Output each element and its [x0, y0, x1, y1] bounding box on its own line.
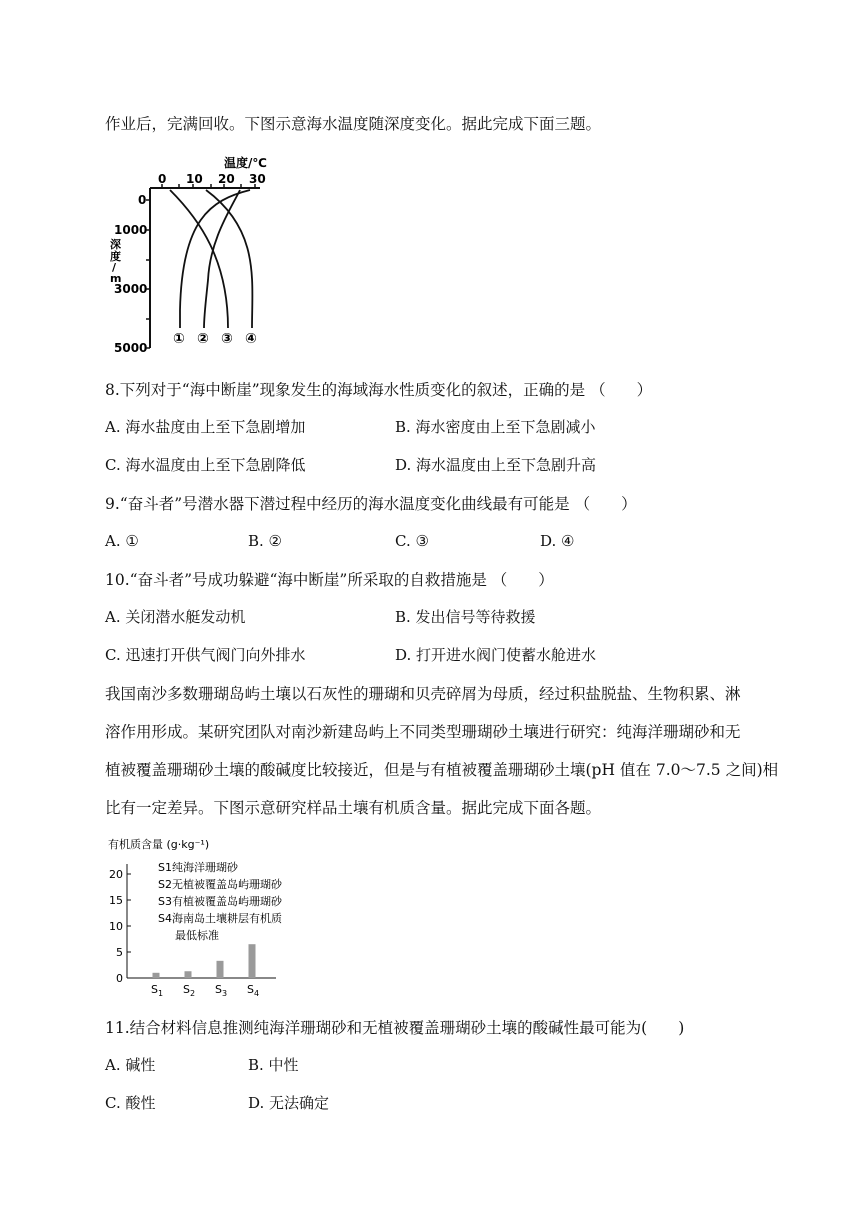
- temp-tick: 10: [186, 172, 203, 186]
- y-tick-label: 20: [109, 868, 123, 881]
- q11-option-a[interactable]: A. 碱性: [105, 1056, 156, 1074]
- passage-line: 植被覆盖珊瑚砂土壤的酸碱度比较接近，但是与有植被覆盖珊瑚砂土壤(pH 值在 7.0～7.5 之间)相: [105, 761, 779, 779]
- y-tick-label: 10: [109, 920, 123, 933]
- q9-option-b[interactable]: B. ②: [248, 532, 283, 550]
- bar-s3: [217, 961, 224, 978]
- q11-option-b[interactable]: B. 中性: [248, 1056, 299, 1074]
- x-tick-label: $S_1$: [151, 983, 164, 997]
- q10-option-d[interactable]: D. 打开进水阀门使蓄水舱进水: [395, 646, 597, 664]
- legend-entry: S3有植被覆盖岛屿珊瑚砂: [158, 895, 282, 908]
- passage-line: 溶作用形成。某研究团队对南沙新建岛屿上不同类型珊瑚砂土壤进行研究：纯海洋珊瑚砂和无: [105, 723, 741, 741]
- bar-s4: [249, 944, 256, 978]
- q9-option-d[interactable]: D. ④: [540, 532, 575, 550]
- y-tick-label: 15: [109, 894, 123, 907]
- curve-label: ④: [245, 331, 257, 347]
- curve-label: ①: [173, 331, 185, 347]
- curve-3: [170, 190, 228, 328]
- q10-option-b[interactable]: B. 发出信号等待救援: [395, 608, 536, 626]
- question-10-stem: 10.“奋斗者”号成功躲避“海中断崖”所采取的自救措施是 （ ）: [105, 571, 554, 589]
- depth-tick: 0: [138, 193, 147, 207]
- temp-tick: 30: [249, 172, 266, 186]
- bar-s1: [153, 973, 160, 978]
- x-tick-label: $S_2$: [183, 983, 196, 997]
- intro-text: 作业后，完满回收。下图示意海水温度随深度变化。据此完成下面三题。: [105, 115, 602, 133]
- q8-option-d[interactable]: D. 海水温度由上至下急剧升高: [395, 456, 597, 474]
- q8-option-a[interactable]: A. 海水盐度由上至下急剧增加: [105, 418, 306, 436]
- temperature-depth-figure: [100, 150, 290, 360]
- q11-option-d[interactable]: D. 无法确定: [248, 1094, 330, 1112]
- y-tick-label: 5: [116, 946, 123, 959]
- q10-option-a[interactable]: A. 关闭潜水艇发动机: [105, 608, 246, 626]
- legend-entry: 最低标准: [175, 929, 219, 942]
- temp-tick: 20: [218, 172, 235, 186]
- depth-axis-label: m: [110, 272, 122, 285]
- organic-matter-chart: [100, 832, 290, 997]
- q9-option-a[interactable]: A. ①: [105, 532, 139, 550]
- question-8-stem: 8.下列对于“海中断崖”现象发生的海域海水性质变化的叙述，正确的是 （ ）: [105, 381, 653, 399]
- bar-s2: [185, 971, 192, 978]
- q9-option-c[interactable]: C. ③: [395, 532, 429, 550]
- x-tick-label: $S_4$: [247, 983, 260, 997]
- q10-option-c[interactable]: C. 迅速打开供气阀门向外排水: [105, 646, 306, 664]
- x-tick-label: $S_3$: [215, 983, 228, 997]
- chart-ylabel: 有机质含量 (g·kg⁻¹): [108, 838, 210, 851]
- question-11-stem: 11.结合材料信息推测纯海洋珊瑚砂和无植被覆盖珊瑚砂土壤的酸碱性最可能为( ): [105, 1019, 685, 1037]
- curve-label: ③: [221, 331, 233, 347]
- q8-option-b[interactable]: B. 海水密度由上至下急剧减小: [395, 418, 596, 436]
- depth-tick: 3000: [114, 282, 148, 296]
- depth-tick: 5000: [114, 341, 148, 355]
- depth-axis-label: 度: [110, 250, 121, 263]
- q8-option-c[interactable]: C. 海水温度由上至下急剧降低: [105, 456, 306, 474]
- passage-line: 我国南沙多数珊瑚岛屿土壤以石灰性的珊瑚和贝壳碎屑为母质，经过积盐脱盐、生物积累、淋: [105, 685, 741, 703]
- curve-1: [180, 190, 250, 328]
- legend-entry: S1纯海洋珊瑚砂: [158, 861, 238, 874]
- legend-entry: S2无植被覆盖岛屿珊瑚砂: [158, 878, 282, 891]
- q11-option-c[interactable]: C. 酸性: [105, 1094, 156, 1112]
- depth-axis-label: 深: [110, 238, 121, 251]
- legend-entry: S4海南岛土壤耕层有机质: [158, 912, 282, 925]
- question-9-stem: 9.“奋斗者”号潜水器下潜过程中经历的海水温度变化曲线最有可能是 （ ）: [105, 495, 637, 513]
- y-tick-label: 0: [116, 972, 123, 985]
- passage-line: 比有一定差异。下图示意研究样品土壤有机质含量。据此完成下面各题。: [105, 799, 602, 817]
- temp-axis-label: 温度/℃: [224, 156, 267, 170]
- depth-tick: 1000: [114, 223, 148, 237]
- curve-label: ②: [197, 331, 209, 347]
- depth-axis-label: /: [112, 261, 117, 274]
- temp-tick: 0: [158, 172, 167, 186]
